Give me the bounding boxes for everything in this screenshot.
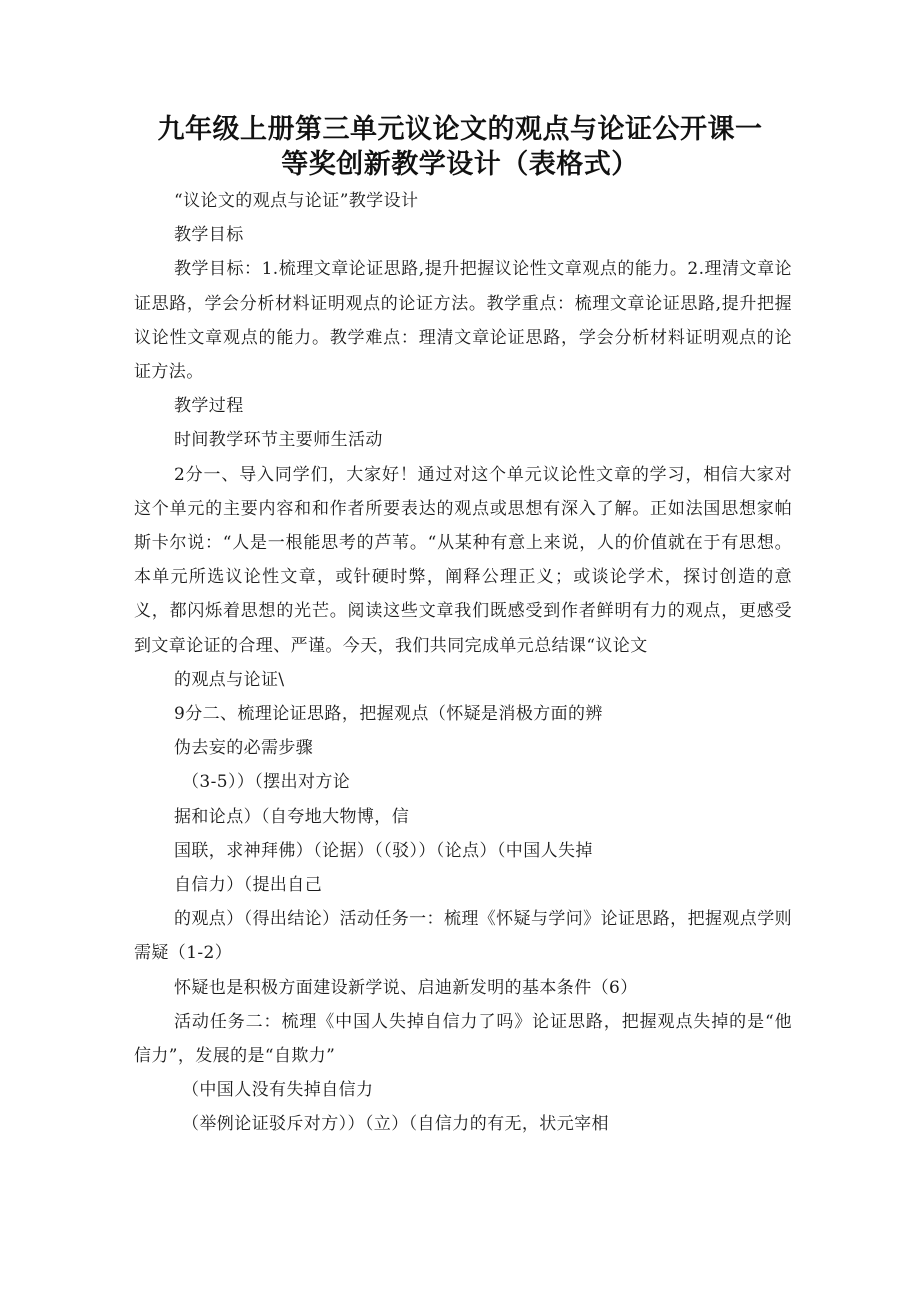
paragraph-table-header: 时间教学环节主要师生活动: [174, 430, 383, 451]
paragraph: 国联，求神拜佛）（论据）（（驳））（论点）（中国人失掉: [174, 840, 593, 861]
document-title-line-1: 九年级上册第三单元议论文的观点与论证公开课一: [157, 114, 763, 145]
paragraph: 的观点与论证\: [174, 669, 285, 690]
paragraph: 怀疑也是积极方面建设新学说、启迪新发明的基本条件（6）: [174, 977, 638, 998]
document-title-line-2: 等奖创新教学设计（表格式）: [281, 149, 639, 180]
paragraph: 活动任务二：梳理《中国人失掉自信力了吗》论证思路，把握观点失掉的是“他信力”，发展的是“自欺力”: [134, 1011, 792, 1067]
paragraph-process-heading: 教学过程: [174, 396, 244, 417]
paragraph-design-heading: “议论文的观点与论证”教学设计: [174, 191, 419, 211]
paragraph: 据和论点）（自夸地大物博，信: [174, 806, 410, 827]
paragraph-intro: 2分一、导入同学们，大家好！通过对这个单元议论性文章的学习，相信大家对这个单元的主要内容和和作者所要表达的观点或思想有深入了解。正如法国思想家帕斯卡尔说：“人是一根能思考的芦苇。“从某种有意上来说，人的价值就在于有思想。本单元所选议论性文章，或针硬时弊，阐释公理正义；或谈论学术，探讨创造的意义，都闪烁着思想的光芒。阅读这些文章我们既感受到作者鲜明有力的观点，更感受到文章论证的合理、严谨。今天，我们共同完成单元总结课“议论文: [134, 464, 792, 656]
paragraph: 的观点）（得出结论）活动任务一：梳理《怀疑与学问》论证思路，把握观点学则需疑（1-2）: [134, 909, 792, 964]
paragraph-goals-heading: 教学目标: [174, 225, 244, 246]
paragraph: 自信力）（提出自己: [174, 875, 323, 896]
paragraph: （3-5））（摆出对方论: [182, 772, 351, 793]
document-body: [134, 184, 792, 1142]
paragraph: （中国人没有失掉自信力: [182, 1080, 374, 1101]
paragraph: （举例论证驳斥对方））（立）（自信力的有无，状元宰相: [182, 1114, 609, 1135]
paragraph-goals: 教学目标：1.梳理文章论证思路,提升把握议论性文章观点的能力。2.理清文章论证思路，学会分析材料证明观点的论证方法。教学重点：梳理文章论证思路,提升把握议论性文章观点的能力。教学难点：理清文章论证思路，学会分析材料证明观点的论证方法。: [134, 259, 792, 383]
paragraph: 9分二、梳理论证思路，把握观点（怀疑是消极方面的辨: [174, 704, 603, 725]
paragraph: 伪去妄的必需步骤: [174, 738, 314, 759]
